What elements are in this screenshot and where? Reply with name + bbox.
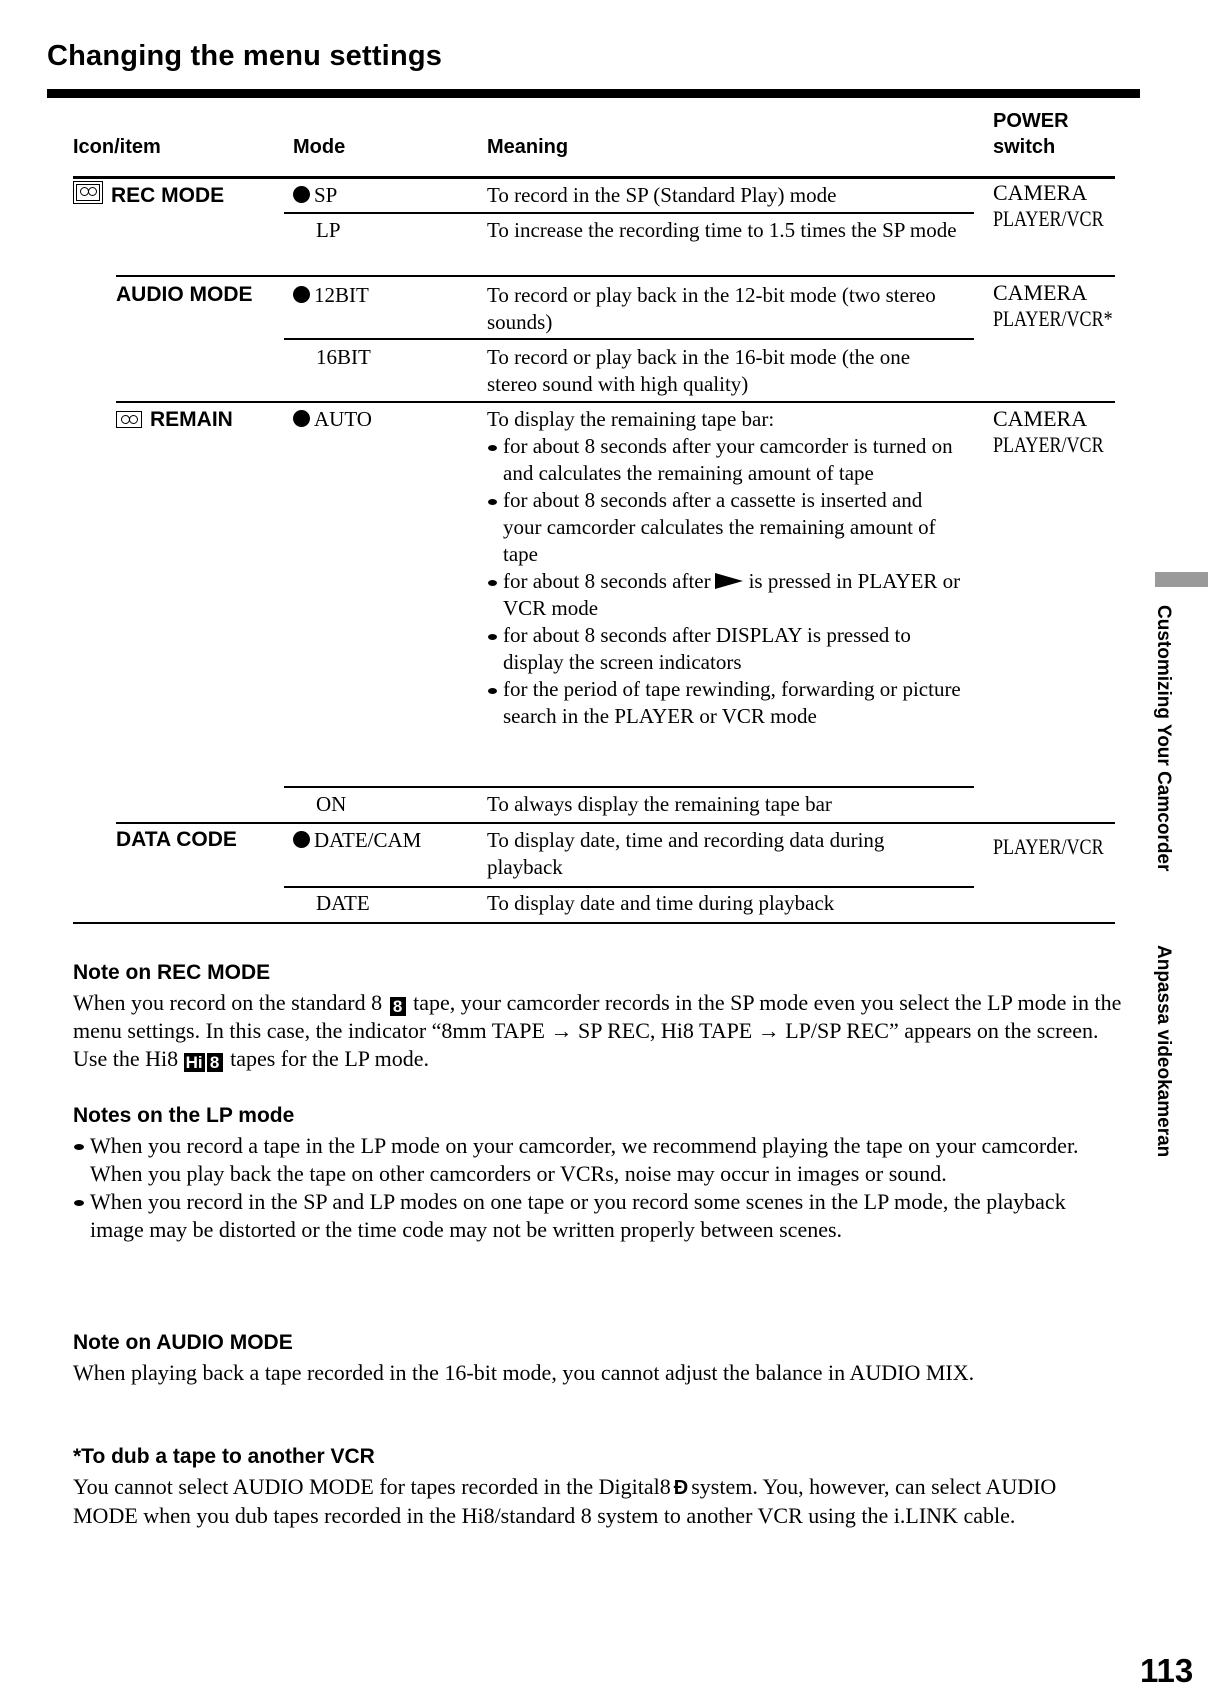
header-power-line2: switch xyxy=(993,136,1056,158)
mode-date-cam xyxy=(293,827,421,854)
meaning-date: To display date and time during playback xyxy=(487,891,835,915)
mode-16bit: 16BIT xyxy=(316,345,371,369)
note-text: When you record on the standard 8 xyxy=(73,990,383,1015)
item-data-code: DATA CODE xyxy=(116,828,237,851)
mode-label: SP xyxy=(314,183,338,207)
table-bottom-rule xyxy=(73,922,1115,924)
standard8-logo-icon: 8 xyxy=(390,997,406,1016)
header-icon-item: Icon/item xyxy=(73,136,161,158)
meaning-auto xyxy=(487,406,962,730)
power-line2: PLAYER/VCR xyxy=(993,432,1104,457)
default-marker-icon xyxy=(293,186,310,203)
power-data-code xyxy=(993,834,1128,861)
list-item: for about 8 seconds after a cassette is inserted and your camcorder calculates the remaining amount of tape xyxy=(487,487,962,568)
item-rec-mode xyxy=(73,181,224,209)
note-dub-text xyxy=(73,1473,1123,1530)
power-line2: PLAYER/VCR xyxy=(993,206,1104,231)
power-line2: PLAYER/VCR xyxy=(993,834,1104,859)
tape-cassette-icon xyxy=(116,411,142,428)
mode-12bit xyxy=(293,282,369,309)
row-rule xyxy=(284,886,974,888)
row-rule xyxy=(284,212,974,214)
power-line1: CAMERA xyxy=(993,406,1088,431)
item-label: REMAIN xyxy=(150,408,233,431)
section-tab-marker xyxy=(1155,572,1208,587)
mode-on: ON xyxy=(316,792,347,816)
row-rule xyxy=(284,338,974,340)
default-marker-icon xyxy=(293,410,310,427)
meaning-date-cam: To display date, time and recording data during playback xyxy=(487,828,885,879)
header-mode: Mode xyxy=(293,136,346,158)
header-power-line1: POWER xyxy=(993,110,1069,132)
side-label-primary: Customizing Your Camcorder xyxy=(1153,605,1174,872)
mode-label: DATE/CAM xyxy=(314,828,422,852)
mode-lp: LP xyxy=(316,218,341,242)
group-rule xyxy=(116,822,1115,824)
group-rule xyxy=(116,275,1115,277)
note-audio-mode-text: When playing back a tape recorded in the 16-bit mode, you cannot adjust the balance in AUDIO MIX. xyxy=(73,1360,975,1385)
auto-conditions-list xyxy=(487,433,962,730)
meaning-16bit: To record or play back in the 16-bit mode (the one stereo sound with high quality) xyxy=(487,345,911,396)
list-item: for the period of tape rewinding, forwarding or picture search in the PLAYER or VCR mode xyxy=(487,676,962,730)
list-item: When you record a tape in the LP mode on your camcorder, we recommend playing the tape on your camcorder. When you play back the tape on other camcorders or VCRs, noise may occur in images or sound. xyxy=(73,1132,1123,1188)
note-text: tapes for the LP mode. xyxy=(230,1046,430,1071)
list-item-text: is pressed in PLAYER or VCR mode xyxy=(503,569,961,620)
power-line1: CAMERA xyxy=(993,180,1088,205)
tape-cassette-framed-icon xyxy=(73,181,103,204)
meaning-on: To always display the remaining tape bar xyxy=(487,792,832,816)
item-remain xyxy=(116,406,233,433)
list-item xyxy=(487,568,962,622)
section-side-label xyxy=(1150,605,1180,1185)
meaning-lp: To increase the recording time to 1.5 times the SP mode xyxy=(487,218,957,242)
title-rule xyxy=(47,89,1140,98)
note-text: system. You, however, can select AUDIO MODE when you dub tapes recorded in the Hi8/standard 8 system to another VCR using the i.LINK cable. xyxy=(73,1474,1057,1528)
group-rule xyxy=(116,401,1115,403)
list-item-text: for about 8 seconds after xyxy=(503,569,711,593)
power-remain xyxy=(993,406,1128,459)
note-rec-mode-text xyxy=(73,989,1123,1073)
power-audio-mode xyxy=(993,280,1139,333)
list-item: When you record in the SP and LP modes on one tape or you record some scenes in the LP mode, the playback image may be distorted or the time code may not be written properly between scenes. xyxy=(73,1188,1123,1244)
side-label-secondary: Anpassa videokameran xyxy=(1153,945,1174,1158)
item-audio-mode: AUDIO MODE xyxy=(116,283,253,306)
mode-label: 12BIT xyxy=(314,283,369,307)
list-item: for about 8 seconds after your camcorder is turned on and calculates the remaining amount of tape xyxy=(487,433,962,487)
note-dub-heading: *To dub a tape to another VCR xyxy=(73,1445,375,1468)
header-meaning: Meaning xyxy=(487,136,569,158)
mode-auto xyxy=(293,406,372,433)
play-icon xyxy=(715,573,743,589)
power-line2: PLAYER/VCR* xyxy=(993,306,1113,331)
lp-notes-list xyxy=(73,1132,1123,1244)
page-title: Changing the menu settings xyxy=(47,40,443,72)
note-text: tape, your camcorder records in the SP mode even you select the LP mode in the menu settings. In this case, the indicator “8mm TAPE → SP REC, Hi8 TAPE → LP/SP REC” appears on the screen. Use the Hi8 xyxy=(73,990,1122,1071)
note-lp-mode-text xyxy=(73,1132,1123,1244)
power-line1: CAMERA xyxy=(993,280,1088,305)
mode-date: DATE xyxy=(316,891,370,915)
page-number: 113 xyxy=(1140,1652,1194,1689)
note-rec-mode-heading: Note on REC MODE xyxy=(73,961,271,984)
meaning-sp: To record in the SP (Standard Play) mode xyxy=(487,183,837,207)
list-item: for about 8 seconds after DISPLAY is pressed to display the screen indicators xyxy=(487,622,962,676)
meaning-12bit: To record or play back in the 12-bit mode (two stereo sounds) xyxy=(487,283,936,334)
note-text: You cannot select AUDIO MODE for tapes recorded in the Digital8 xyxy=(73,1474,671,1499)
power-rec-mode xyxy=(993,180,1128,233)
item-label: REC MODE xyxy=(111,184,225,207)
digital8-logo-icon: Ɖ xyxy=(673,1477,689,1499)
mode-label: AUTO xyxy=(314,407,372,431)
default-marker-icon xyxy=(293,831,310,848)
note-audio-mode-heading: Note on AUDIO MODE xyxy=(73,1331,293,1354)
default-marker-icon xyxy=(293,286,310,303)
hi8-logo-icon: Hi xyxy=(185,1053,203,1072)
row-rule xyxy=(284,786,974,788)
hi8-logo-8-icon: 8 xyxy=(207,1053,223,1072)
meaning-intro: To display the remaining tape bar: xyxy=(487,407,775,431)
header-rule xyxy=(73,176,1115,179)
note-lp-mode-heading: Notes on the LP mode xyxy=(73,1104,295,1127)
mode-sp xyxy=(293,182,337,209)
